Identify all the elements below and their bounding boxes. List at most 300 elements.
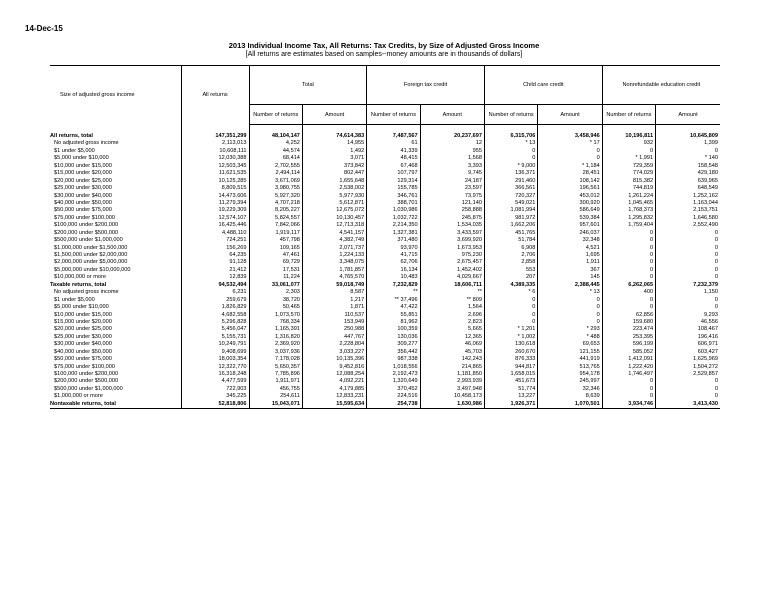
table-cell: 10,130,457 [302, 215, 366, 222]
table-cell: 8,809,515 [181, 185, 249, 192]
table-cell: 1,261,224 [602, 193, 655, 200]
row-label: $100,000 under $200,000 [54, 371, 119, 377]
table-cell: 250,988 [302, 326, 366, 333]
table-cell: 1,568 [420, 155, 484, 162]
table-cell: 1,018,556 [367, 364, 420, 371]
table-cell: 47,461 [249, 252, 302, 259]
table-row [50, 185, 720, 192]
table-body [50, 125, 720, 409]
table-cell: 260,670 [484, 349, 537, 356]
table-cell: 606,971 [656, 341, 720, 348]
table-cell: 254,738 [367, 401, 420, 409]
table-cell: 12,322,770 [181, 364, 249, 371]
table-cell: 0 [602, 393, 655, 400]
row-label: No adjusted gross income [54, 289, 119, 296]
table-cell: 0 [484, 319, 537, 326]
row-label: $30,000 under $40,000 [54, 341, 112, 348]
table-cell: 513,765 [538, 364, 602, 371]
table-cell: 9,408,699 [181, 349, 249, 356]
table-cell: 100,359 [367, 326, 420, 333]
table-cell: 10,125,285 [181, 178, 249, 185]
table-cell: 1,534,035 [420, 222, 484, 229]
row-label: $75,000 under $100,000 [54, 363, 115, 370]
amount-header: Amount [656, 105, 720, 125]
table-cell: 2,702,555 [249, 163, 302, 170]
row-label: $500,000 under $1,000,000 [54, 237, 123, 244]
table-cell: 4,521 [538, 245, 602, 252]
table-cell: 156,269 [181, 245, 249, 252]
table-cell: 2,494,114 [249, 170, 302, 177]
table-cell: 2,823 [420, 319, 484, 326]
table-cell: 0 [602, 230, 655, 237]
row-label: $2,000,000 under $5,000,000 [54, 259, 128, 266]
table-cell: 130,618 [484, 341, 537, 348]
table-cell: 12,088,254 [302, 371, 366, 378]
table-cell: 12,675,072 [302, 207, 366, 214]
table-cell: 12,574,107 [181, 215, 249, 222]
row-label: $200,000 under $500,000 [54, 378, 119, 385]
row-label: All returns, total [50, 133, 93, 139]
table-cell: 2,858 [484, 259, 537, 266]
table-cell: 245,875 [420, 215, 484, 222]
table-row [50, 215, 720, 222]
row-label: $25,000 under $30,000 [54, 185, 112, 192]
table-cell: 12,030,388 [181, 155, 249, 162]
number-of-returns-header: Number of returns [249, 105, 302, 125]
table-cell: 724,251 [181, 237, 249, 244]
table-cell: 3,348,075 [302, 259, 366, 266]
education-credit-column-header: Nonrefundable education credit [602, 66, 720, 105]
table-cell: 91,128 [181, 259, 249, 266]
foreign-tax-credit-column-header: Foreign tax credit [367, 66, 485, 105]
table-cell: 1,911 [538, 259, 602, 266]
table-cell: * 293 [538, 326, 602, 333]
size-column-header: Size of adjusted gross income [50, 66, 181, 125]
table-cell: 159,680 [602, 319, 655, 326]
table-cell: * 1,184 [538, 163, 602, 170]
table-cell: 0 [656, 148, 720, 155]
table-row [50, 170, 720, 177]
table-cell: 0 [656, 386, 720, 393]
table-cell: 2,538,002 [302, 185, 366, 192]
table-cell: 0 [538, 319, 602, 326]
table-cell: 158,548 [656, 163, 720, 170]
table-cell: 549,021 [484, 200, 537, 207]
table-cell: 32,346 [538, 386, 602, 393]
table-cell: 1,871 [302, 304, 366, 311]
table-cell: 1,327,381 [367, 230, 420, 237]
row-label: $20,000 under $25,000 [54, 177, 112, 184]
table-row [50, 178, 720, 185]
table-cell: 259,679 [181, 297, 249, 304]
table-cell: 51,774 [484, 386, 537, 393]
table-cell: 62,706 [367, 259, 420, 266]
table-cell: 596,199 [602, 341, 655, 348]
table-cell: 1,399 [656, 140, 720, 147]
table-cell: 4,707,218 [249, 200, 302, 207]
table-cell: 729,359 [602, 163, 655, 170]
tax-credits-table [50, 65, 720, 409]
table-row [50, 155, 720, 162]
table-cell: 954,178 [538, 371, 602, 378]
table-cell: 0 [602, 259, 655, 266]
table-cell: 1,492 [302, 148, 366, 155]
table-cell: 539,384 [538, 215, 602, 222]
table-cell: 1,504,272 [656, 364, 720, 371]
table-cell: 1,695 [538, 252, 602, 259]
table-cell: 371,480 [367, 237, 420, 244]
row-label: $50,000 under $75,000 [54, 356, 112, 363]
table-cell: 603,427 [656, 349, 720, 356]
table-cell: ** 809 [420, 297, 484, 304]
table-cell: 3,671,069 [249, 178, 302, 185]
table-cell: 0 [656, 304, 720, 311]
table-cell: 0 [602, 297, 655, 304]
table-cell: 0 [484, 155, 537, 162]
table-cell: 10,249,791 [181, 341, 249, 348]
table-cell: 1,658,015 [484, 371, 537, 378]
table-cell: 46,556 [656, 319, 720, 326]
table-row [50, 356, 720, 363]
row-label: $15,000 under $20,000 [54, 318, 112, 325]
table-cell: 109,165 [249, 245, 302, 252]
table-cell: 19,229,309 [181, 207, 249, 214]
table-cell: 69,653 [538, 341, 602, 348]
table-row [50, 349, 720, 356]
table-cell: 1,217 [302, 297, 366, 304]
row-label: $1 under $5,000 [54, 296, 95, 303]
table-cell: 0 [656, 297, 720, 304]
table-cell: 5,977,930 [302, 193, 366, 200]
table-subtitle: [All returns are estimates based on samples--money amounts are in thousands of dollars] [245, 51, 523, 58]
table-cell: 81,962 [367, 319, 420, 326]
table-cell: * 17 [538, 140, 602, 147]
table-cell: 720,327 [484, 193, 537, 200]
table-cell: 0 [538, 148, 602, 155]
table-cell: 9,452,816 [302, 364, 366, 371]
table-cell: 67,468 [367, 163, 420, 170]
row-label: Nontaxable returns, total [50, 401, 181, 409]
table-cell: 24,187 [420, 178, 484, 185]
table-cell: 4,092,221 [302, 378, 366, 385]
table-row [50, 274, 720, 281]
table-cell: 400 [602, 289, 655, 296]
table-cell: 1,045,465 [602, 200, 655, 207]
row-label: $20,000 under $25,000 [54, 326, 112, 333]
table-cell: 10,458,173 [420, 393, 484, 400]
table-cell: 18,606,711 [420, 282, 484, 289]
table-cell: ** 37,496 [367, 297, 420, 304]
table-cell: 2,388,445 [538, 282, 602, 289]
table-cell: 1,073,570 [249, 312, 302, 319]
table-cell: 52,818,806 [181, 401, 249, 409]
row-label: $25,000 under $30,000 [54, 333, 112, 340]
table-cell: 38,720 [249, 297, 302, 304]
table-cell: 21,412 [181, 267, 249, 274]
table-cell: 12,365 [420, 334, 484, 341]
table-row [50, 364, 720, 371]
table-cell: 258,888 [420, 207, 484, 214]
table-cell: 4,382,749 [302, 237, 366, 244]
table-row [50, 312, 720, 319]
table-cell: 0 [602, 304, 655, 311]
table-cell: 0 [538, 297, 602, 304]
table-cell: 17,531 [249, 267, 302, 274]
row-label: $1,000,000 under $1,500,000 [54, 244, 128, 251]
table-cell: 6,908 [484, 245, 537, 252]
table-cell: 1,412,091 [602, 356, 655, 363]
table-cell: 10,645,809 [656, 133, 720, 140]
table-cell: 4,389,335 [484, 282, 537, 289]
table-cell: 1,673,953 [420, 245, 484, 252]
table-cell: 147,351,299 [181, 133, 249, 140]
number-of-returns-header: Number of returns [484, 105, 537, 125]
row-label: $5,000 under $10,000 [54, 304, 109, 311]
table-cell: 2,696 [420, 312, 484, 319]
table-cell: 1,252,162 [656, 193, 720, 200]
table-cell: 7,232,379 [656, 282, 720, 289]
table-cell: 5,155,731 [181, 334, 249, 341]
table-cell: 16,425,446 [181, 222, 249, 229]
table-cell: 207 [484, 274, 537, 281]
table-cell: 9,745 [420, 170, 484, 177]
child-care-credit-column-header: Child care credit [484, 66, 602, 105]
table-cell: 3,934,746 [602, 401, 655, 409]
row-label: $1,000,000 or more [54, 393, 103, 400]
table-cell: 346,761 [367, 193, 420, 200]
table-cell: 12 [420, 140, 484, 147]
table-cell: 51,784 [484, 237, 537, 244]
table-cell: 3,699,920 [420, 237, 484, 244]
table-cell: 291,460 [484, 178, 537, 185]
row-label: $500,000 under $1,000,000 [54, 385, 123, 392]
table-cell: * 9,000 [484, 163, 537, 170]
table-row [50, 163, 720, 170]
table-cell: 1,919,117 [249, 230, 302, 237]
table-cell: 1,150 [656, 289, 720, 296]
table-header [50, 66, 720, 125]
table-cell: 1,081,994 [484, 207, 537, 214]
table-cell: 7,785,896 [249, 371, 302, 378]
table-total-row [50, 133, 720, 140]
all-returns-column-header: All returns [181, 66, 249, 125]
table-cell: 0 [538, 155, 602, 162]
table-cell: 987,338 [367, 356, 420, 363]
table-cell: 45,703 [420, 349, 484, 356]
table-cell: 10,196,811 [602, 133, 655, 140]
table-cell: 4,488,110 [181, 230, 249, 237]
table-cell: 586,649 [538, 207, 602, 214]
table-row [50, 326, 720, 333]
table-cell: 129,314 [367, 178, 420, 185]
table-cell: 2,303 [249, 289, 302, 296]
table-cell: 0 [602, 274, 655, 281]
table-cell: 5,612,871 [302, 200, 366, 207]
table-cell: 356,442 [367, 349, 420, 356]
table-cell: * 488 [538, 334, 602, 341]
table-cell: 1,452,402 [420, 267, 484, 274]
table-cell: 74,614,383 [302, 133, 366, 140]
table-cell: 6,231 [181, 289, 249, 296]
table-cell: 1,224,133 [302, 252, 366, 259]
table-cell: 774,029 [602, 170, 655, 177]
table-cell: 1,926,371 [484, 401, 537, 409]
table-cell: 61 [367, 140, 420, 147]
table-cell: 0 [484, 304, 537, 311]
table-cell: 975,230 [420, 252, 484, 259]
table-cell: 5,650,357 [249, 364, 302, 371]
table-cell: 5,456,047 [181, 326, 249, 333]
table-cell: 3,393 [420, 163, 484, 170]
table-cell: 451,765 [484, 230, 537, 237]
spacer-row [50, 125, 720, 134]
table-cell: 639,965 [656, 178, 720, 185]
table-cell: 0 [656, 245, 720, 252]
table-cell: 0 [656, 259, 720, 266]
table-cell: 1,655,648 [302, 178, 366, 185]
table-cell: 2,552,490 [656, 222, 720, 229]
table-cell: 1,826,829 [181, 304, 249, 311]
table-cell: 28,451 [538, 170, 602, 177]
table-cell: 68,414 [249, 155, 302, 162]
table-cell: 1,768,373 [602, 207, 655, 214]
table-cell: 0 [602, 267, 655, 274]
table-cell: 0 [656, 252, 720, 259]
row-label: $40,000 under $50,000 [54, 348, 112, 355]
table-cell: 153,949 [302, 319, 366, 326]
table-cell: 108,142 [538, 178, 602, 185]
table-cell: 245,997 [538, 378, 602, 385]
table-cell: ** [367, 289, 420, 296]
table-cell: 1,165,391 [249, 326, 302, 333]
table-cell: 142,243 [420, 356, 484, 363]
table-row [50, 297, 720, 304]
row-label: $15,000 under $20,000 [54, 170, 112, 177]
table-cell: 223,474 [602, 326, 655, 333]
total-column-header: Total [249, 66, 367, 105]
number-of-returns-header: Number of returns [602, 105, 655, 125]
table-cell: 1,746,497 [602, 371, 655, 378]
table-cell: 11,279,394 [181, 200, 249, 207]
row-label: No adjusted gross income [54, 140, 119, 147]
table-cell: 48,415 [367, 155, 420, 162]
table-cell: 4,252 [249, 140, 302, 147]
table-cell: 1,181,850 [420, 371, 484, 378]
row-label: $100,000 under $200,000 [54, 222, 119, 229]
row-label: $5,000,000 under $10,000,000 [54, 266, 131, 273]
table-cell: 4,541,157 [302, 230, 366, 237]
table-cell: 2,675,457 [420, 259, 484, 266]
table-cell: 50,465 [249, 304, 302, 311]
row-label: $10,000 under $15,000 [54, 162, 112, 169]
table-cell: 1,163,044 [656, 200, 720, 207]
table-total-row [50, 282, 720, 289]
table-title: 2013 Individual Income Tax, All Returns: Tax Credits, by Size of Adjusted Gross Income [228, 41, 540, 50]
table-cell: 12,833,231 [302, 393, 366, 400]
table-row [50, 378, 720, 385]
table-cell: 1,630,986 [420, 401, 484, 409]
table-cell: 8,587 [302, 289, 366, 296]
table-row [50, 267, 720, 274]
table-row [50, 289, 720, 296]
table-cell: 2,706 [484, 252, 537, 259]
table-cell: 0 [656, 274, 720, 281]
table-cell: 93,970 [367, 245, 420, 252]
table-cell: 2,071,737 [302, 245, 366, 252]
table-cell: 11,621,535 [181, 170, 249, 177]
table-cell: 1,030,986 [367, 207, 420, 214]
table-row [50, 200, 720, 207]
table-cell: 957,601 [538, 222, 602, 229]
table-cell: 246,037 [538, 230, 602, 237]
table-cell: 16,318,248 [181, 371, 249, 378]
report-date: 14-Dec-15 [25, 24, 63, 33]
table-row [50, 371, 720, 378]
table-cell: 3,037,936 [249, 349, 302, 356]
table-cell: 876,333 [484, 356, 537, 363]
table-cell: 196,416 [656, 334, 720, 341]
amount-header: Amount [538, 105, 602, 125]
table-cell: 0 [656, 378, 720, 385]
table-cell: 214,865 [420, 364, 484, 371]
table-cell: 136,371 [484, 170, 537, 177]
table-cell: 8,639 [538, 393, 602, 400]
row-label: $10,000 under $15,000 [54, 311, 112, 318]
table-cell: 2,228,804 [302, 341, 366, 348]
table-cell: 9,293 [656, 312, 720, 319]
row-label: $75,000 under $100,000 [54, 214, 115, 221]
table-cell: 457,798 [249, 237, 302, 244]
table-cell: 2,369,920 [249, 341, 302, 348]
table-cell: 196,561 [538, 185, 602, 192]
table-cell: 1,222,420 [602, 364, 655, 371]
table-cell: 55,851 [367, 312, 420, 319]
table-row [50, 386, 720, 393]
table-cell: 145 [538, 274, 602, 281]
table-cell: 0 [484, 148, 537, 155]
table-cell: 441,919 [538, 356, 602, 363]
row-label: $10,000,000 or more [54, 274, 106, 281]
table-cell: 121,155 [538, 349, 602, 356]
table-row [50, 222, 720, 229]
table-cell: 5,824,557 [249, 215, 302, 222]
table-cell: 155,785 [367, 185, 420, 192]
table-cell: 5,296,828 [181, 319, 249, 326]
table-row [50, 140, 720, 147]
table-cell: 648,549 [656, 185, 720, 192]
table-cell: 47,422 [367, 304, 420, 311]
table-cell: 110,537 [302, 312, 366, 319]
table-cell: 14,473,606 [181, 193, 249, 200]
table-cell: 1,662,206 [484, 222, 537, 229]
table-cell: 15,595,634 [302, 401, 366, 409]
table-cell: 7,842,066 [249, 222, 302, 229]
table-cell: 6,315,706 [484, 133, 537, 140]
table-cell: 7,487,567 [367, 133, 420, 140]
table-cell: 4,682,558 [181, 312, 249, 319]
table-cell: 3,980,755 [249, 185, 302, 192]
table-cell: 0 [602, 386, 655, 393]
table-row [50, 148, 720, 155]
table-cell: 373,842 [302, 163, 366, 170]
table-cell: 59,018,749 [302, 282, 366, 289]
table-cell: 12,839 [181, 274, 249, 281]
table-cell: 955 [420, 148, 484, 155]
table-cell: 1,032,722 [367, 215, 420, 222]
table-cell: 6,262,065 [602, 282, 655, 289]
table-row [50, 237, 720, 244]
table-row [50, 393, 720, 400]
